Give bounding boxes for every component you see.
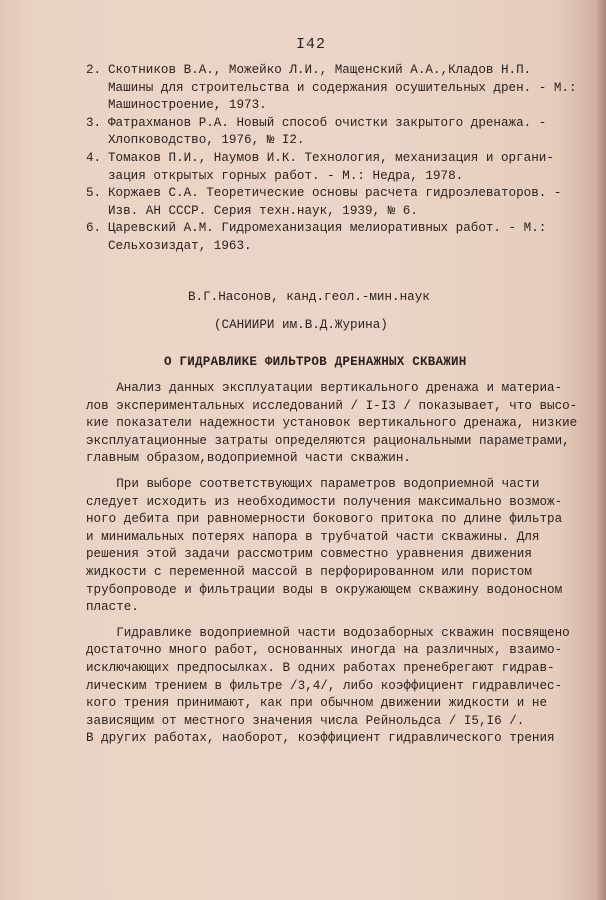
text-line: лов экспериментальных исследований / I-I3 / показывает, что высо- xyxy=(86,398,578,413)
paragraph xyxy=(86,380,578,468)
article-organization: (САНИИРИ им.В.Д.Журина) xyxy=(214,318,388,332)
text-line: пласте. xyxy=(86,600,139,615)
reference-line: Скотников В.А., Можейко Л.И., Мащенский А.А.,Кладов Н.П. xyxy=(108,63,532,77)
text-line: главным образом,водоприемной части скважин. xyxy=(86,451,411,466)
page-edge-shadow xyxy=(596,0,606,900)
text-line: трубопроводе и фильтрации воды в окружающем скважину водоносном xyxy=(86,582,563,597)
reference-line: Фатрахманов Р.А. Новый способ очистки закрытого дренажа. - xyxy=(108,115,547,130)
article-author: В.Г.Насонов, канд.геол.-мин.наук xyxy=(188,290,430,304)
reference-line: Коржаев С.А. Теоретические основы расчета гидроэлеваторов. - xyxy=(108,186,562,201)
paragraph xyxy=(86,625,570,748)
reference-number: 3. xyxy=(86,115,102,130)
text-line: кие показатели надежности установок вертикального дренажа, низкие xyxy=(86,416,578,431)
text-line: Гидравлике водоприемной части водозаборных скважин посвящено xyxy=(86,625,570,640)
text-line: При выборе соответствующих параметров водоприемной части xyxy=(86,476,540,491)
reference-item xyxy=(86,62,577,115)
reference-line: Машиностроение, 1973. xyxy=(108,98,267,113)
text-line: следует исходить из необходимости получения максимально возмож- xyxy=(86,494,563,509)
text-line: кого трения принимают, как при обычном движении жидкости и не xyxy=(86,696,548,711)
text-line: зависящим от местного значения числа Рейнольдса / I5,I6 /. xyxy=(86,713,525,728)
article-body xyxy=(86,380,578,748)
text-line: исключающих предпосылках. В одних работах пренебрегают гидрав- xyxy=(86,660,555,675)
reference-number: 4. xyxy=(86,150,102,165)
reference-item xyxy=(86,150,556,185)
text-line: решения этой задачи рассмотрим совместно уравнения движения xyxy=(86,547,532,562)
reference-number: 2. xyxy=(86,63,102,77)
reference-number: 5. xyxy=(86,186,102,201)
text-line: ного дебита при равномерности бокового притока по длине фильтра xyxy=(86,512,563,527)
reference-line: Сельхозиздат, 1963. xyxy=(108,238,252,253)
text-line: и минимальных потерях напора в трубчатой части скважины. Для xyxy=(86,529,540,544)
paragraph xyxy=(86,476,563,617)
page-number: I42 xyxy=(296,36,327,53)
reference-list xyxy=(86,62,577,256)
text-line: В других работах, наоборот, коэффициент гидравлического трения xyxy=(86,731,555,746)
article-title: О ГИДРАВЛИКЕ ФИЛЬТРОВ ДРЕНАЖНЫХ СКВАЖИН xyxy=(164,355,467,369)
text-line: достаточно много работ, основанных иногда на различных, взаимо- xyxy=(86,643,563,658)
reference-item xyxy=(86,220,556,255)
reference-number: 6. xyxy=(86,221,102,236)
reference-line: Царевский А.М. Гидромеханизация мелиоративных работ. - М.: xyxy=(108,221,547,236)
reference-item xyxy=(86,115,556,150)
reference-line: Изв. АН СССР. Серия техн.наук, 1939, № 6. xyxy=(108,203,418,218)
reference-line: Хлопководство, 1976, № I2. xyxy=(108,133,305,148)
text-line: эксплуатационные затраты определяются рациональными параметрами, xyxy=(86,433,570,448)
reference-line: Томаков П.И., Наумов И.К. Технология, механизация и органи- xyxy=(108,150,554,165)
text-line: лическим трением в фильтре /3,4/, либо коэффициент гидравличес- xyxy=(86,678,563,693)
text-line: Анализ данных эксплуатации вертикального дренажа и материа- xyxy=(86,381,563,395)
reference-item xyxy=(86,185,562,220)
reference-line: зация открытых горных работ. - М.: Недра, 1978. xyxy=(108,168,464,183)
text-line: жидкости с переменной массой в перфорированном или пористом xyxy=(86,564,532,579)
reference-line: Машины для строительства и содержания осушительных дрен. - М.: xyxy=(108,80,577,95)
